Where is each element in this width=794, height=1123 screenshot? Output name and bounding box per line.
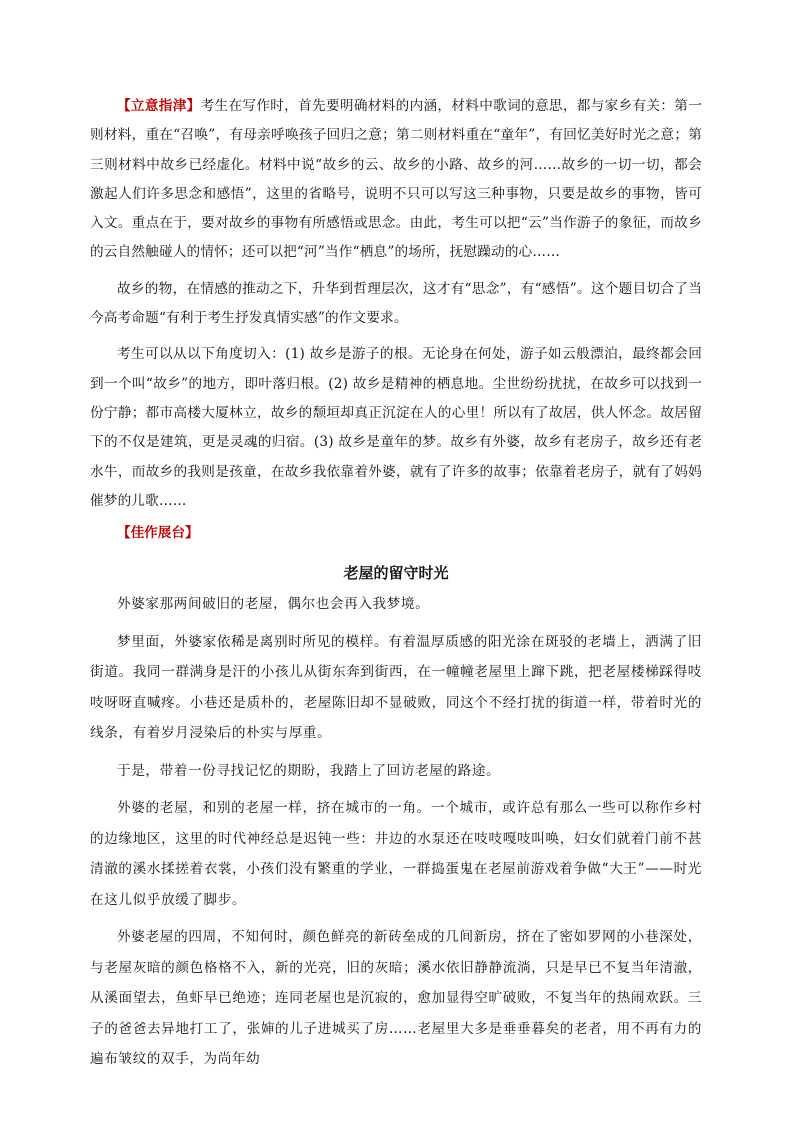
essay-paragraph: 外婆的老屋，和别的老屋一样，挤在城市的一角。一个城市，或许总有那么一些可以称作乡村的边缘地区，这里的时代神经总是迟钝一些：井边的水泵还在吱吱嘎吱叫唤，妇女们就着门前不甚清澈的溪水揉搓着衣裳，小孩们没有繁重的学业，一群捣蛋鬼在老屋前游戏着争做“大王”——时光在这儿似乎放缓了脚步。 (90, 800, 702, 908)
essay-paragraph: 梦里面，外婆家依稀是离别时所见的模样。有着温厚质感的阳光涂在斑驳的老墙上，洒满了旧街道。我同一群满身是汗的小孩儿从街东奔到街西，在一幢幢老屋里上蹿下跳，把老屋楼梯踩得吱吱呀呀直喊疼。小巷还是质朴的，老屋陈旧却不显破败，同这个不经打扰的街道一样，带着时光的线条，有着岁月浸染后的朴实与厚重。 (90, 633, 702, 742)
showcase-label: 【佳作展台】 (117, 525, 199, 542)
essay-body (90, 589, 702, 1075)
essay-paragraph: 于是，带着一份寻找记忆的期盼，我踏上了回访老屋的路途。 (117, 762, 501, 779)
showcase-heading (90, 519, 702, 547)
essay-title: 老屋的留守时光 (343, 564, 449, 583)
essay-paragraph: 外婆老屋的四周，不知何时，颜色鲜亮的新砖垒成的几间新房，挤在了密如罗网的小巷深处，与老屋灰暗的颜色格格不入，新的光亮，旧的灰暗；溪水依旧静静流淌，只是早已不复当年清澈，从溪面望去，鱼虾早已绝迹；连同老屋也是沉寂的，愈加显得空旷破败，不复当年的热闹欢跃。三子的爸爸去异地打工了，张婶的儿子进城买了房……老屋里大多是垂垂暮矣的老者，用不再有力的遍布皱纹的双手，为尚年幼 (90, 929, 702, 1068)
document-body (90, 92, 702, 1075)
guide-paragraph-2: 故乡的物，在情感的推动之下，升华到哲理层次，这才有“思念”，有“感悟”。这个题目切合了当今高考命题“有利于考生抒发真情实感”的作文要求。 (90, 280, 702, 327)
guide-paragraph-1 (90, 92, 702, 268)
essay-paragraph: 外婆家那两间破旧的老屋，偶尔也会再入我梦境。 (117, 596, 430, 613)
guide-paragraph-3: 考生可以从以下角度切入：(1) 故乡是游子的根。无论身在何处，游子如云般漂泊，最终都会回到一个叫“故乡”的地方，即叶落归根。(2) 故乡是精神的栖息地。尘世纷纷扰扰，在故乡可以找到一份宁静；都市高楼大厦林立，故乡的颓垣却真正沉淀在人的心里！所以有了故居，供人怀念。故居留下的不仅是建筑，更是灵魂的归宿。(3) 故乡是童年的梦。故乡有外婆，故乡有老房子，故乡还有老水牛，而故乡的我则是孩童，在故乡我依靠着外婆，就有了许多的故事；依靠着老房子，就有了妈妈催梦的儿歌…… (90, 346, 702, 509)
guide-paragraph-1-text: 考生在写作时，首先要明确材料的内涵，材料中歌词的意思，都与家乡有关：第一则材料，重在“召唤”，有母亲呼唤孩子回归之意；第二则材料重在“童年”，有回忆美好时光之意；第三则材料中故乡已经虚化。材料中说“故乡的云、故乡的小路、故乡的河……故乡的一切一切，都会激起人们许多思念和感悟”，这里的省略号，说明不只可以写这三种事物，只要是故乡的事物，皆可入文。重点在于，要对故乡的事物有所感悟或思念。由此，考生可以把“云”当作游子的象征，而故乡的云自然触碰人的情怀；还可以把“河”当作“栖息”的场所，抚慰躁动的心…… (90, 98, 702, 261)
guide-label: 【立意指津】 (117, 98, 201, 114)
